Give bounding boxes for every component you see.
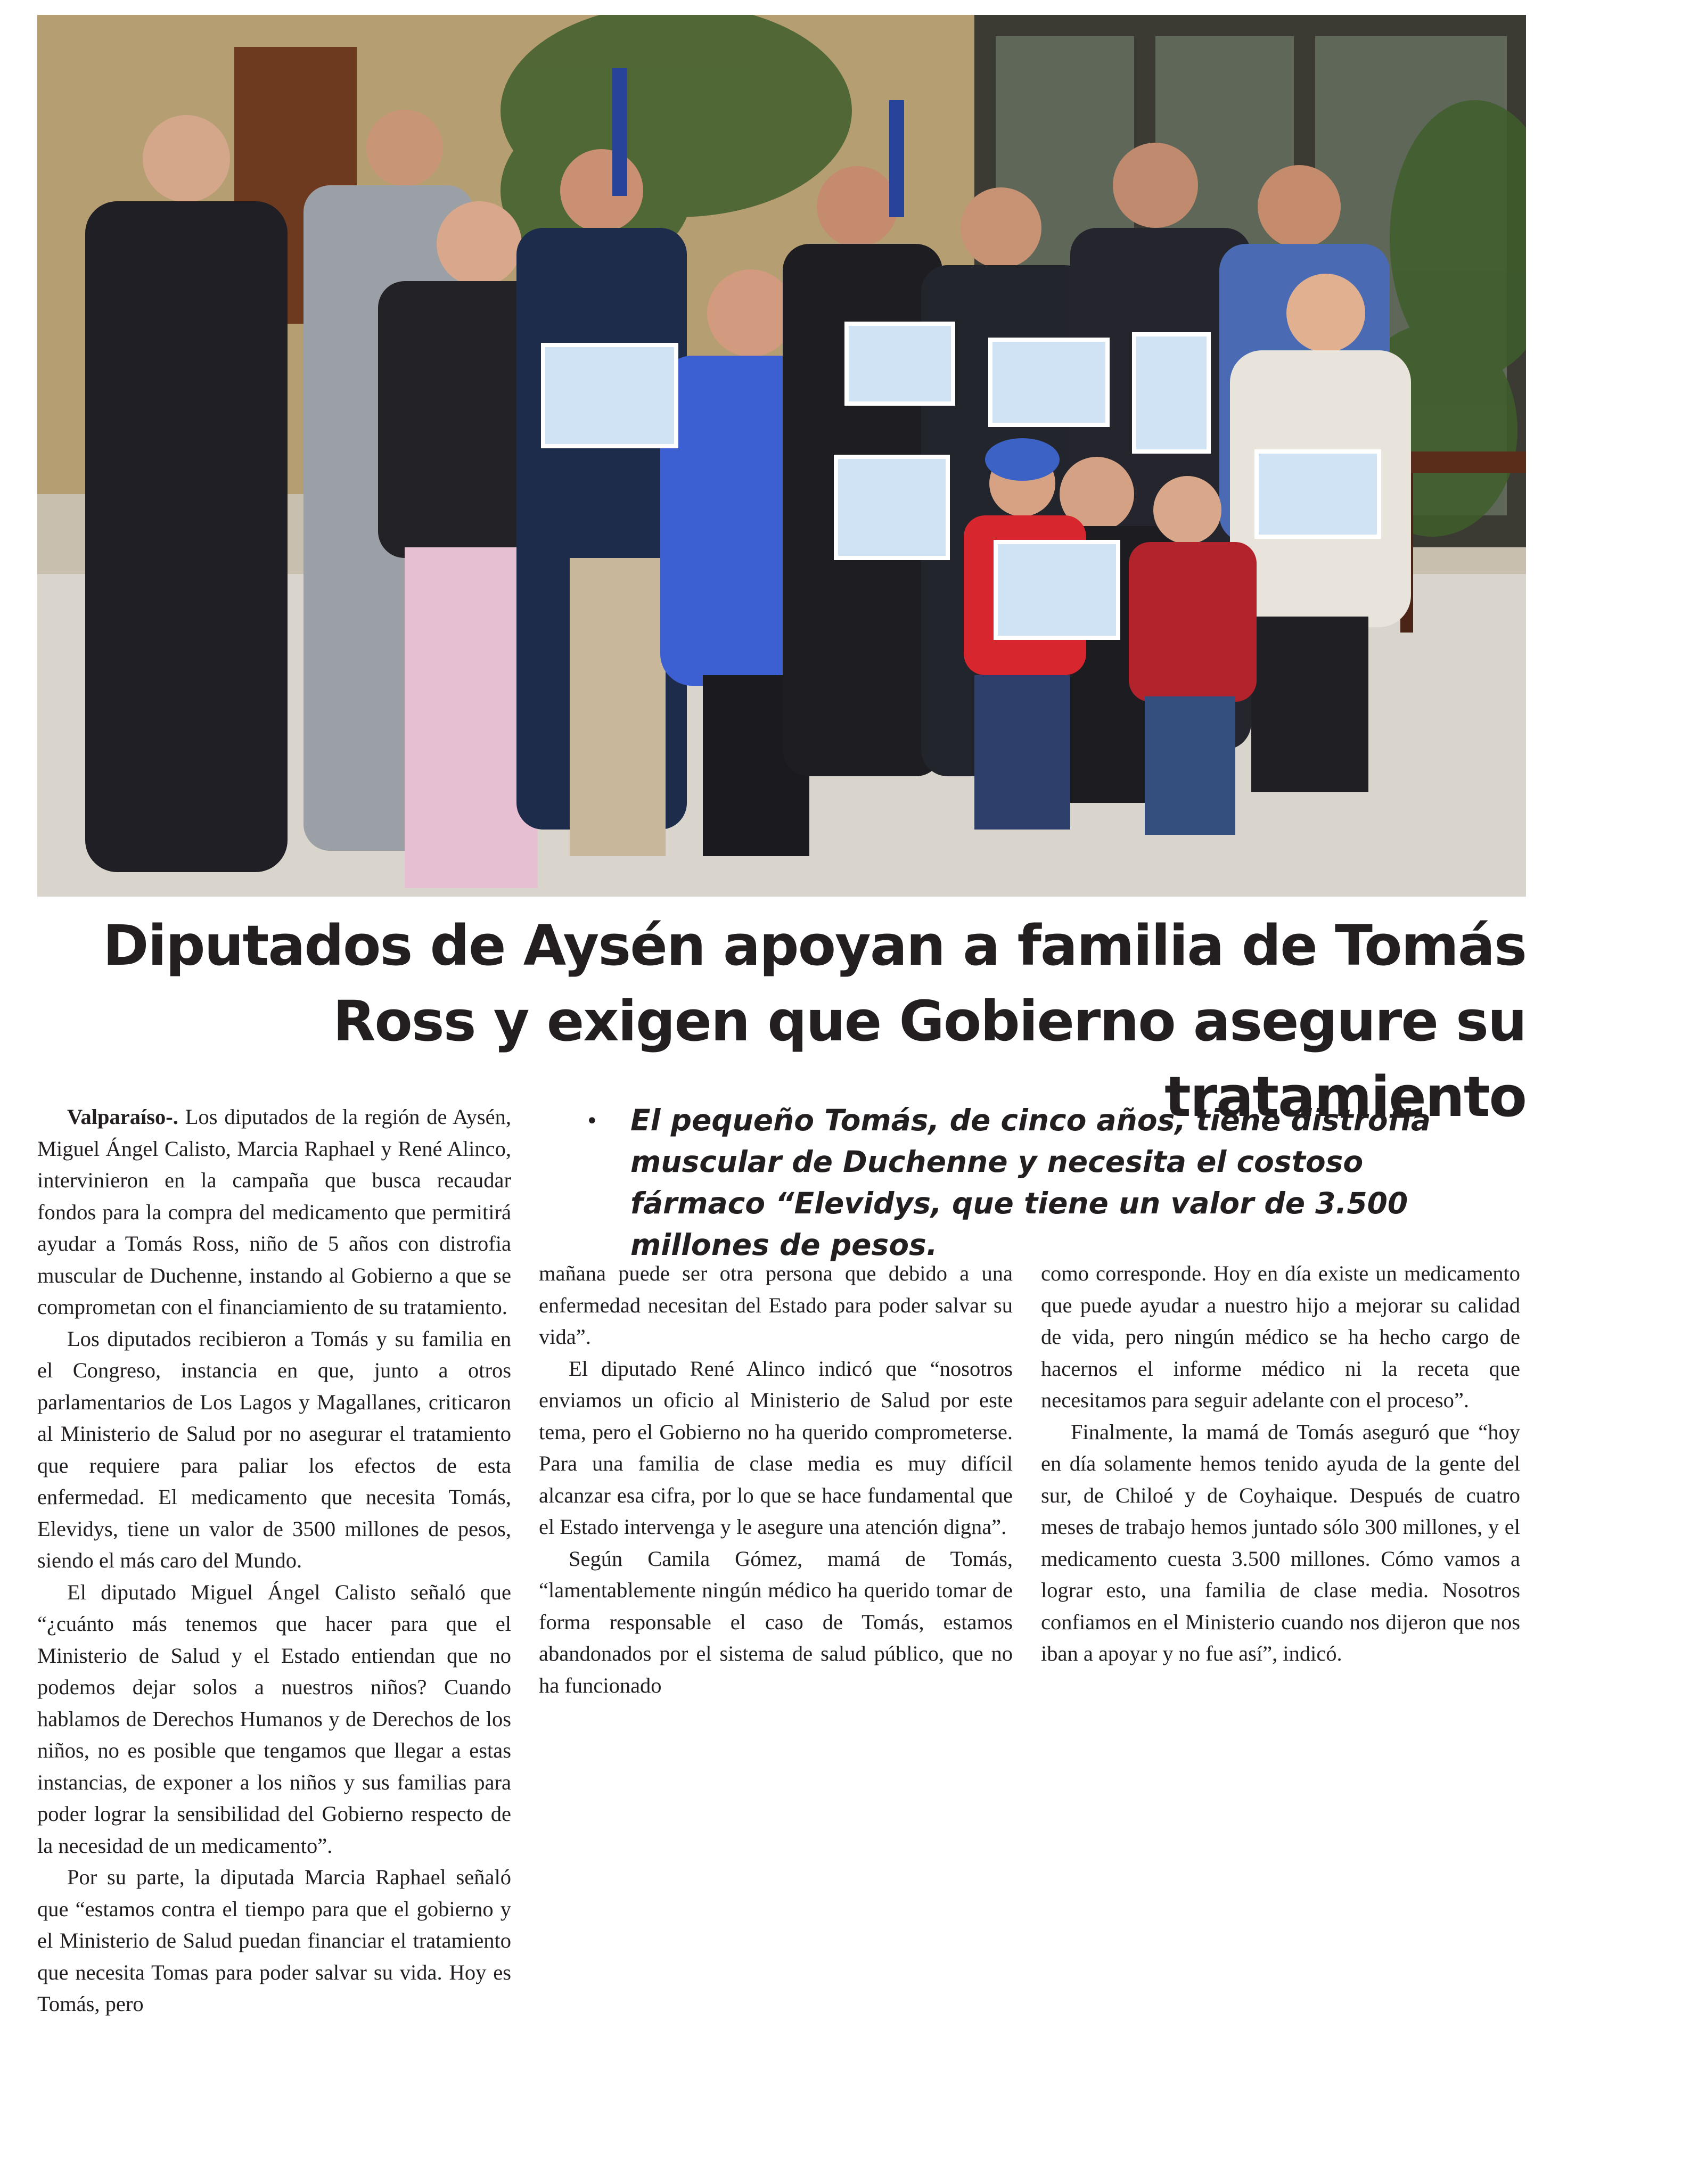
article-photo [37,15,1526,897]
article-column-2 [539,1258,1013,1701]
photo-illustration [37,15,1526,897]
lead-text: El pequeño Tomás, de cinco años, tiene distrofia muscular de Duchenne y necesita el costoso fármaco “Elevidys, que tiene un valor de 3.500 millones de pesos. [630,1103,1431,1262]
lead-summary [586,1099,1491,1266]
paragraph-8: como corresponde. Hoy en día existe un medicamento que puede ayudar a nuestro hijo a mejorar su calidad de vida, pero ningún médico se ha hecho cargo de hacernos el informe médico ni la receta que necesitamos para seguir adelante con el proceso”. [1041,1261,1520,1412]
dateline: Valparaíso-. [67,1105,178,1129]
paragraph-7: Según Camila Gómez, mamá de Tomás, “lamentablemente ningún médico ha querido tomar de forma responsable el caso de Tomás, estamos abandonados por el sistema de salud público, que no ha funcionado [539,1546,1013,1697]
paragraph-4: Por su parte, la diputada Marcia Raphael señaló que “estamos contra el tiempo para que el gobierno y el Ministerio de Salud puedan financiar el tratamiento que necesita Tomas para poder salvar su vida. Hoy es Tomás, pero [37,1865,511,2016]
article-column-1 [37,1101,511,2020]
article-column-3 [1041,1258,1520,1670]
paragraph-3: El diputado Miguel Ángel Calisto señaló que “¿cuánto más tenemos que hacer para que el Ministerio de Salud y el Estado entiendan que no podemos dejar solos a nuestros niños? Cuando hablamos de Derechos Humanos y de Derechos de los niños, no es posible que tengamos que llegar a estas instancias, de exponer a los niños y sus familias para poder lograr la sensibilidad del Gobierno respecto de la necesidad de un medicamento”. [37,1580,511,1858]
paragraph-2: Los diputados recibieron a Tomás y su familia en el Congreso, instancia en que, junto a otros parlamentarios de Los Lagos y Magallanes, criticaron al Ministerio de Salud por no asegurar el tratamiento que requiere para paliar los efectos de esta enfermedad. El medicamento que necesita Tomás, Elevidys, tiene un valor de 3500 millones de pesos, siendo el más caro del Mundo. [37,1326,511,1572]
headline: Diputados de Aysén apoyan a familia de Tomás Ross y exigen que Gobierno asegure su tratamiento [103,913,1526,1129]
paragraph-6: El diputado René Alinco indicó que “nosotros enviamos un oficio al Ministerio de Salud por este tema, pero el Gobierno no ha querido comprometerse. Para una familia de clase media es muy difícil alcanzar esa cifra, por lo que se hace fundamental que el Estado intervenga y le asegure una atención digna”. [539,1356,1013,1539]
paragraph-5: mañana puede ser otra persona que debido a una enfermedad necesitan del Estado para poder salvar su vida”. [539,1261,1013,1349]
paragraph-1-text: Los diputados de la región de Aysén, Miguel Ángel Calisto, Marcia Raphael y René Alinco, intervinieron en la campaña que busca recaudar fondos para la compra del medicamento que permitirá ayudar a Tomás Ross, niño de 5 años con distrofia muscular de Duchenne, instando al Gobierno a que se comprometan con el financiamiento de su tratamiento. [37,1105,511,1319]
paragraph-9: Finalmente, la mamá de Tomás aseguró que “hoy en día solamente hemos tenido ayuda de la gente del sur, de Chiloé y de Coyhaique. Después de cuatro meses de trabajo hemos juntado sólo 300 millones, y el medicamento cuesta 3.500 millones. Cómo vamos a lograr esto, una familia de clase media. Nosotros confiamos en el Ministerio cuando nos dijeron que nos iban a apoyar y no fue así”, indicó. [1041,1419,1520,1665]
lead-bullet: • [586,1109,598,1134]
paragraph-1 [37,1101,511,1323]
